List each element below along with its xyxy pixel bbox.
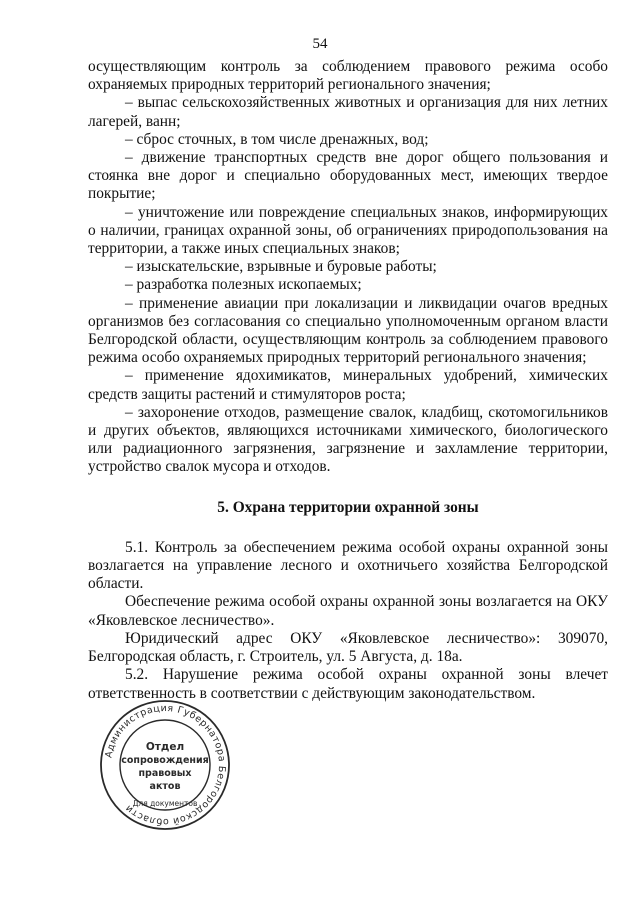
- list-item: – изыскательские, взрывные и буровые работы;: [125, 258, 437, 276]
- list-item: – захоронение отходов, размещение свалок, кладбищ, скотомогильников и других объектов, являющихся источниками химического, биологического или радиационного загрязнения, загрязнение и захламление территории, устройство свалок мусора и отходов.: [88, 403, 608, 476]
- paragraph: 5.2. Нарушение режима особой охраны охранной зоны влечет ответственность в соответствии с действующим законодательством.: [88, 666, 608, 702]
- list-item: – разработка полезных ископаемых;: [125, 276, 362, 294]
- list-item: – применение авиации при локализации и ликвидации очагов вредных организмов без согласования со специально уполномоченным органом власти Белгородской области, осуществляющим контроль за соблюдением правового режима особо охраняемых природных территорий регионального значения;: [88, 294, 608, 367]
- list-item: – сброс сточных, в том числе дренажных, вод;: [125, 130, 429, 148]
- stamp-seal: [98, 698, 232, 832]
- paragraph: Обеспечение режима особой охраны охранной зоны возлагается на ОКУ «Яковлевское лесничество».: [88, 593, 608, 629]
- list-item: – выпас сельскохозяйственных животных и организация для них летних лагерей, ванн;: [88, 94, 608, 130]
- section-heading: 5. Охрана территории охранной зоны: [217, 498, 479, 516]
- paragraph: осуществляющим контроль за соблюдением правового режима особо охраняемых природных территорий регионального значения;: [88, 58, 608, 94]
- paragraph: Юридический адрес ОКУ «Яковлевское лесничество»: 309070, Белгородская область, г. Строитель, ул. 5 Августа, д. 18а.: [88, 629, 608, 666]
- stamp-bottom-text: Для документов: [132, 799, 198, 808]
- stamp-line: актов: [149, 781, 181, 792]
- stamp-line: правовых: [138, 768, 192, 779]
- document-body: [88, 58, 608, 703]
- list-item: – уничтожение или повреждение специальных знаков, информирующих о наличии, границах охранной зоны, об ограничениях природопользования на территории, а также иных специальных знаков;: [88, 203, 608, 258]
- list-item: – движение транспортных средств вне дорог общего пользования и стоянка вне дорог и специально оборудованных мест, имеющих твердое покрытие;: [88, 149, 608, 203]
- list-item: – применение ядохимикатов, минеральных удобрений, химических средств защиты растений и стимуляторов роста;: [88, 367, 608, 403]
- stamp-ring-text: Администрация Губернатора Белгородской области: [103, 702, 228, 828]
- stamp-line: Отдел: [145, 741, 185, 753]
- paragraph: 5.1. Контроль за обеспечением режима особой охраны охранной зоны возлагается на управление лесного и охотничьего хозяйства Белгородской области.: [88, 538, 608, 593]
- page-number: 54: [312, 36, 328, 52]
- stamp-line: сопровождения: [121, 755, 209, 766]
